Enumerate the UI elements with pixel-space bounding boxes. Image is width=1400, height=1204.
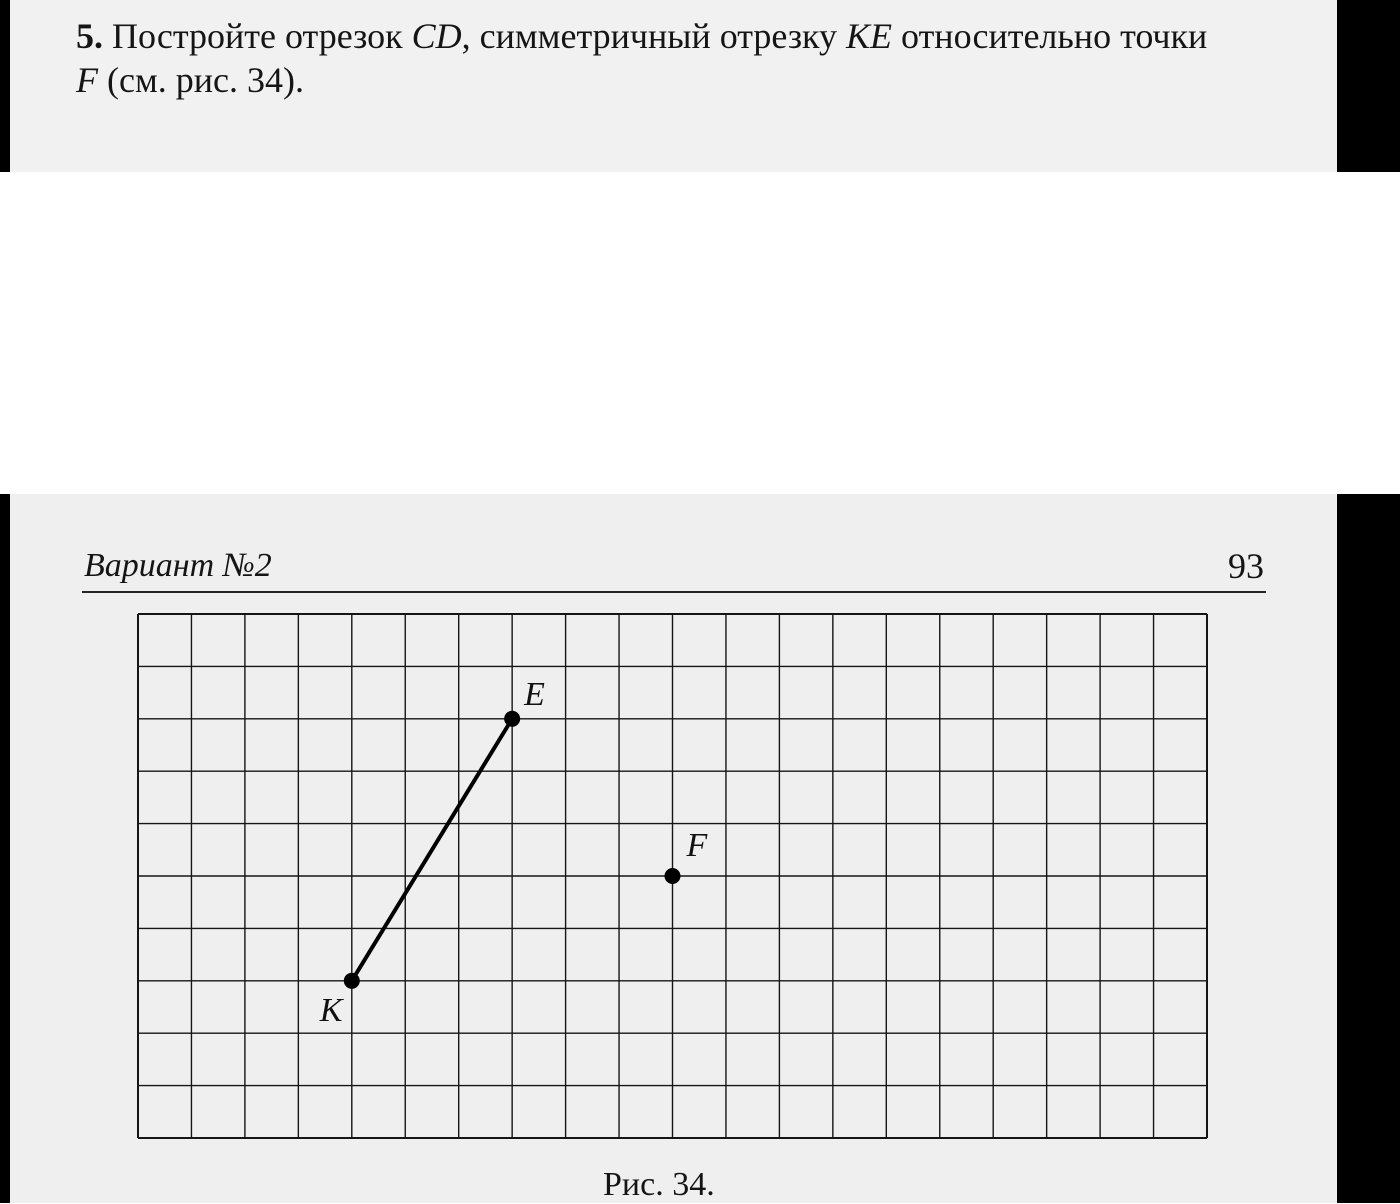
segment-ke: KE [846,16,893,56]
point-label-f: F [686,827,708,864]
task-text-part: , симметричный отрезку [461,16,847,56]
segment-cd: CD [411,16,462,56]
task-text-part: Постройте отрезок [112,16,412,56]
running-head: Вариант №2 [84,547,272,584]
points [319,676,709,1029]
task-text-part: (см. рис. 34). [98,60,304,100]
segments [352,719,512,981]
point-label-k: K [319,991,343,1029]
task-text-part: относительно точки [892,16,1208,56]
point-k [344,973,360,989]
figure-caption: Рис. 34. [603,1166,715,1203]
point-e [504,711,520,727]
point-f-ref: F [76,60,98,100]
page-number: 93 [1228,546,1264,586]
point-f [665,868,681,884]
segment-ke [352,719,512,981]
task-number: 5. [76,16,103,56]
point-label-e: E [524,675,545,713]
